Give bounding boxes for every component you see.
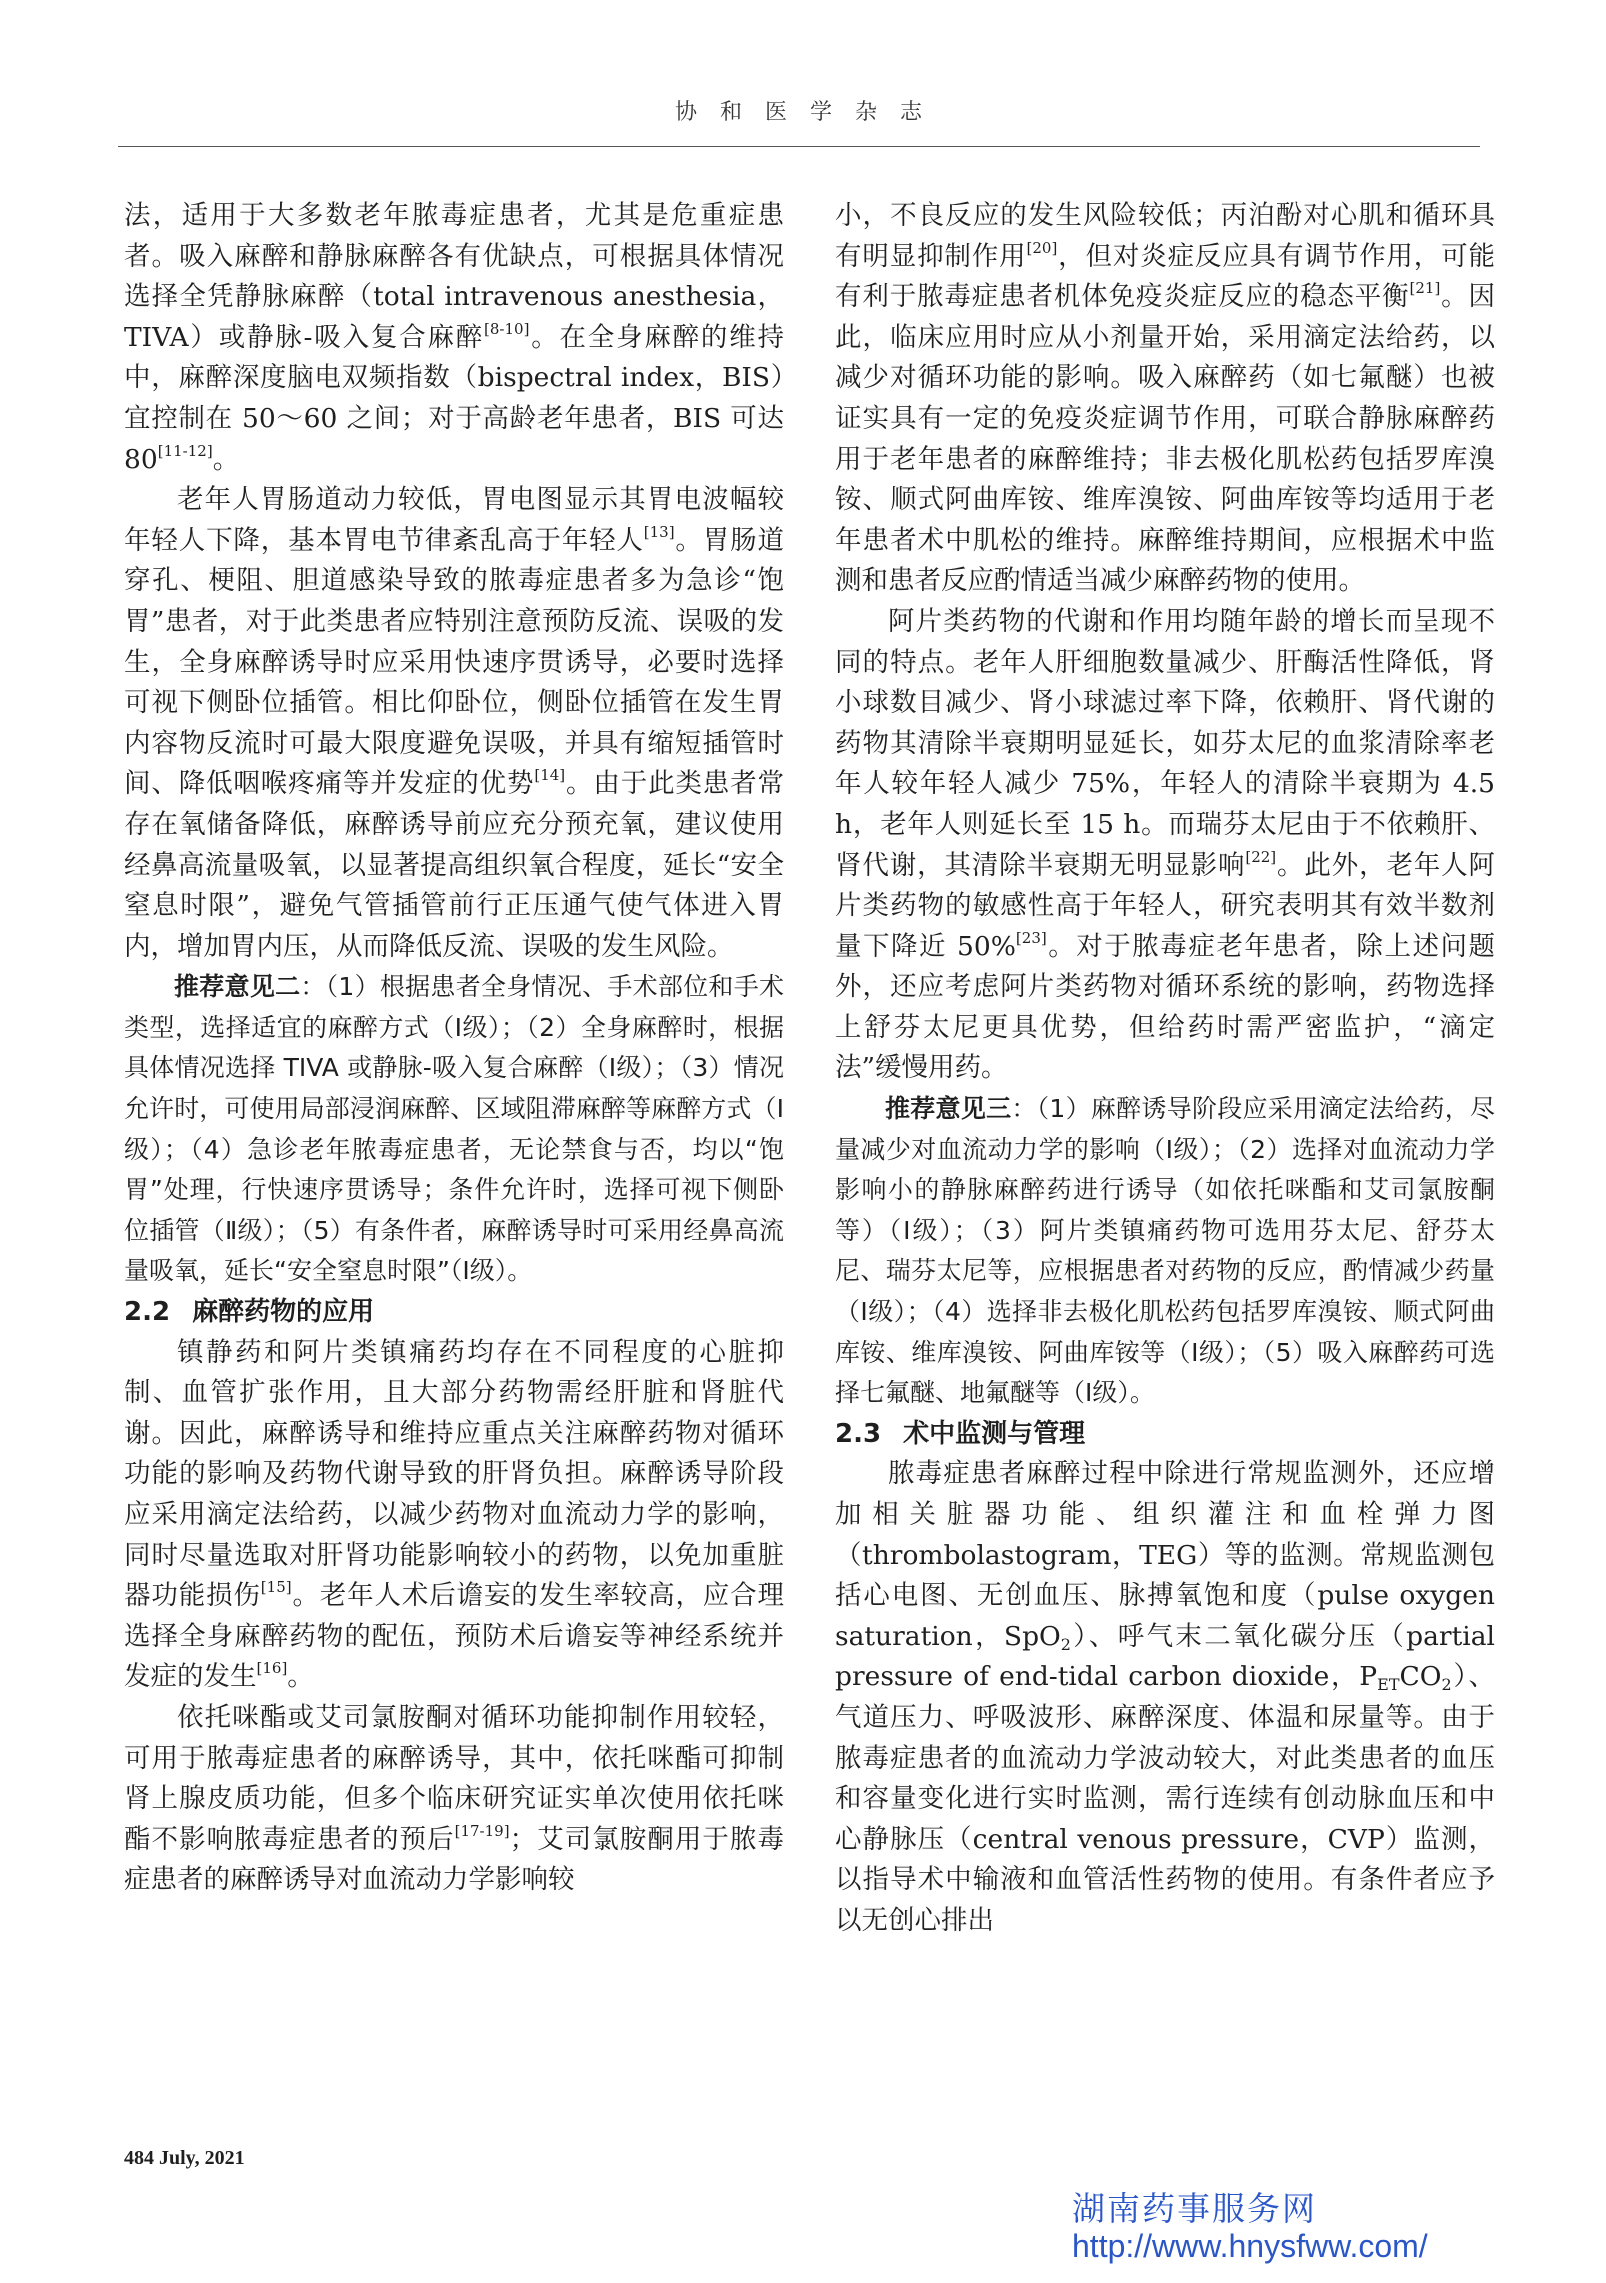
citation: [15] xyxy=(260,1578,292,1597)
paragraph: 阿片类药物的代谢和作用均随年龄的增长而呈现不同的特点。老年人肝细胞数量减少、肝酶活性降低，肾小球数目减少、肾小球滤过率下降，依赖肝、肾代谢的药物其清除半衰期明显延长，如芬太尼的血浆清除率老年人较年轻人减少 75%，年轻人的清除半衰期为 4.5 h，老年人则延长至 15 h。而瑞芬太尼由于不依赖肝、肾代谢，其清除半衰期无明显影响[22]。此外，老年人阿片类药物的敏感性高于年轻人，研究表明其有效半数剂量下降近 50%[23]。对于脓毒症老年患者，除上述问题外，还应考虑阿片类药物对循环系统的影响，药物选择上舒芬太尼更具优势，但给药时需严密监护，“滴定法”缓慢用药。 xyxy=(835,605,1496,1084)
recommendation-two: 推荐意见二：（1）根据患者全身情况、手术部位和手术类型，选择适宜的麻醉方式（Ⅰ级）；（2）全身麻醉时，根据具体情况选择 TIVA 或静脉-吸入复合麻醉（Ⅰ级）；（3）情况允许时，可使用局部浸润麻醉、区域阻滞麻醉等麻醉方式（Ⅰ级）；（4）急诊老年脓毒症患者，无论禁食与否，均以“饱胃”处理，行快速序贯诱导；条件允许时，选择可视下侧卧位插管（Ⅱ级）；（5）有条件者，麻醉诱导时可采用经鼻高流量吸氧，延长“安全窒息时限”（Ⅰ级）。 xyxy=(124,972,784,1286)
citation: [13] xyxy=(643,522,675,541)
citation: [23] xyxy=(1015,928,1047,947)
recommendation-lead: 推荐意见二 xyxy=(174,972,301,1002)
paragraph: 脓毒症患者麻醉过程中除进行常规监测外，还应增加相关脏器功能、组织灌注和血栓弹力图（thrombolastogram，TEG）等的监测。常规监测包括心电图、无创血压、脉搏氧饱和度（pulse oxygen saturation，SpO$_2$）、呼气末二氧化碳分压（partial pressure of end-tidal carbon dioxide，$P_{ET}CO_2$）、气道压力、呼吸波形、麻醉深度、体温和尿量等。由于脓毒症患者的血流动力学波动较大，对此类患者的血压和容量变化进行实时监测，需行连续有创动脉血压和中心静脉压（central venous pressure，CVP）监测，以指导术中输液和血管活性药物的使用。有条件者应予以无创心排出 xyxy=(835,1458,1495,1936)
header-divider xyxy=(118,146,1480,147)
section-heading-2-3: 2.3 术中监测与管理 xyxy=(835,1418,1086,1449)
paragraph: 镇静药和阿片类镇痛药均存在不同程度的心脏抑制、血管扩张作用，且大部分药物需经肝脏和肾脏代谢。因此，麻醉诱导和维持应重点关注麻醉药物对循环功能的影响及药物代谢导致的肝肾负担。麻醉诱导阶段应采用滴定法给药，以减少药物对血流动力学的影响，同时尽量选取对肝肾功能影响较小的药物，以免加重脏器功能损伤[15]。老年人术后谵妄的发生率较高，应合理选择全身麻醉药物的配伍，预防术后谵妄等神经系统并发症的发生[16]。 xyxy=(124,1336,785,1693)
citation: [17-19] xyxy=(454,1821,510,1840)
paragraph: 法，适用于大多数老年脓毒症患者，尤其是危重症患者。吸入麻醉和静脉麻醉各有优缺点，可根据具体情况选择全凭静脉麻醉（total intravenous anesthesia，TIVA）或静脉-吸入复合麻醉[8-10]。在全身麻醉的维持中，麻醉深度脑电双频指数（bispectral index，BIS）宜控制在 50～60 之间；对于高龄老年患者，BIS 可达 80[11-12]。 xyxy=(124,200,784,475)
page-footer: 484 July, 2021 xyxy=(124,2147,245,2169)
citation: [14] xyxy=(534,766,566,785)
watermark-url: http://www.hnysfww.com/ xyxy=(1072,2228,1428,2264)
recommendation-lead: 推荐意见三 xyxy=(885,1094,1012,1124)
watermark-site-name: 湖南药事服务网 xyxy=(1072,2190,1317,2227)
citation: [8-10] xyxy=(484,319,530,338)
citation: [11-12] xyxy=(157,441,213,460)
section-heading-2-2: 2.2 麻醉药物的应用 xyxy=(124,1297,375,1328)
right-column xyxy=(835,196,1495,1942)
citation: [22] xyxy=(1245,847,1277,866)
journal-header: 协 和 医 学 杂 志 xyxy=(675,100,930,125)
paragraph: 老年人胃肠道动力较低，胃电图显示其胃电波幅较年轻人下降，基本胃电节律紊乱高于年轻人[13]。胃肠道穿孔、梗阻、胆道感染导致的脓毒症患者多为急诊“饱胃”患者，对于此类患者应特别注意预防反流、误吸的发生，全身麻醉诱导时应采用快速序贯诱导，必要时选择可视下侧卧位插管。相比仰卧位，侧卧位插管在发生胃内容物反流时可最大限度避免误吸，并具有缩短插管时间、降低咽喉疼痛等并发症的优势[14]。由于此类患者常存在氧储备降低，麻醉诱导前应充分预充氧，建议使用经鼻高流量吸氧，以显著提高组织氧合程度，延长“安全窒息时限”，避免气管插管前行正压通气使气体进入胃内，增加胃内压，从而降低反流、误吸的发生风险。 xyxy=(124,484,785,962)
recommendation-three: 推荐意见三：（1）麻醉诱导阶段应采用滴定法给药，尽量减少对血流动力学的影响（Ⅰ级）；（2）选择对血流动力学影响小的静脉麻醉药进行诱导（如依托咪酯和艾司氯胺酮等）（Ⅰ级）；（3）阿片类镇痛药物可选用芬太尼、舒芬太尼、瑞芬太尼等，应根据患者对药物的反应，酌情减少药量（Ⅰ级）；（4）选择非去极化肌松药包括罗库溴铵、顺式阿曲库铵、维库溴铵、阿曲库铵等（Ⅰ级）；（5）吸入麻醉药可选择七氟醚、地氟醚等（Ⅰ级）。 xyxy=(835,1094,1495,1408)
paragraph: 依托咪酯或艾司氯胺酮对循环功能抑制作用较轻，可用于脓毒症患者的麻醉诱导，其中，依托咪酯可抑制肾上腺皮质功能，但多个临床研究证实单次使用依托咪酯不影响脓毒症患者的预后[17-19]；艾司氯胺酮用于脓毒症患者的麻醉诱导对血流动力学影响较 xyxy=(124,1701,785,1896)
paragraph: 小，不良反应的发生风险较低；丙泊酚对心肌和循环具有明显抑制作用[20]，但对炎症反应具有调节作用，可能有利于脓毒症患者机体免疫炎症反应的稳态平衡[21]。因此，临床应用时应从小剂量开始，采用滴定法给药，以减少对循环功能的影响。吸入麻醉药（如七氟醚）也被证实具有一定的免疫炎症调节作用，可联合静脉麻醉药用于老年患者的麻醉维持；非去极化肌松药包括罗库溴铵、顺式阿曲库铵、维库溴铵、阿曲库铵等均适用于老年患者术中肌松的维持。麻醉维持期间，应根据术中监测和患者反应酌情适当减少麻醉药物的使用。 xyxy=(835,200,1496,597)
left-column xyxy=(124,196,784,1901)
citation: [20] xyxy=(1026,238,1058,257)
citation: [16] xyxy=(256,1659,288,1678)
citation: [21] xyxy=(1409,279,1441,298)
